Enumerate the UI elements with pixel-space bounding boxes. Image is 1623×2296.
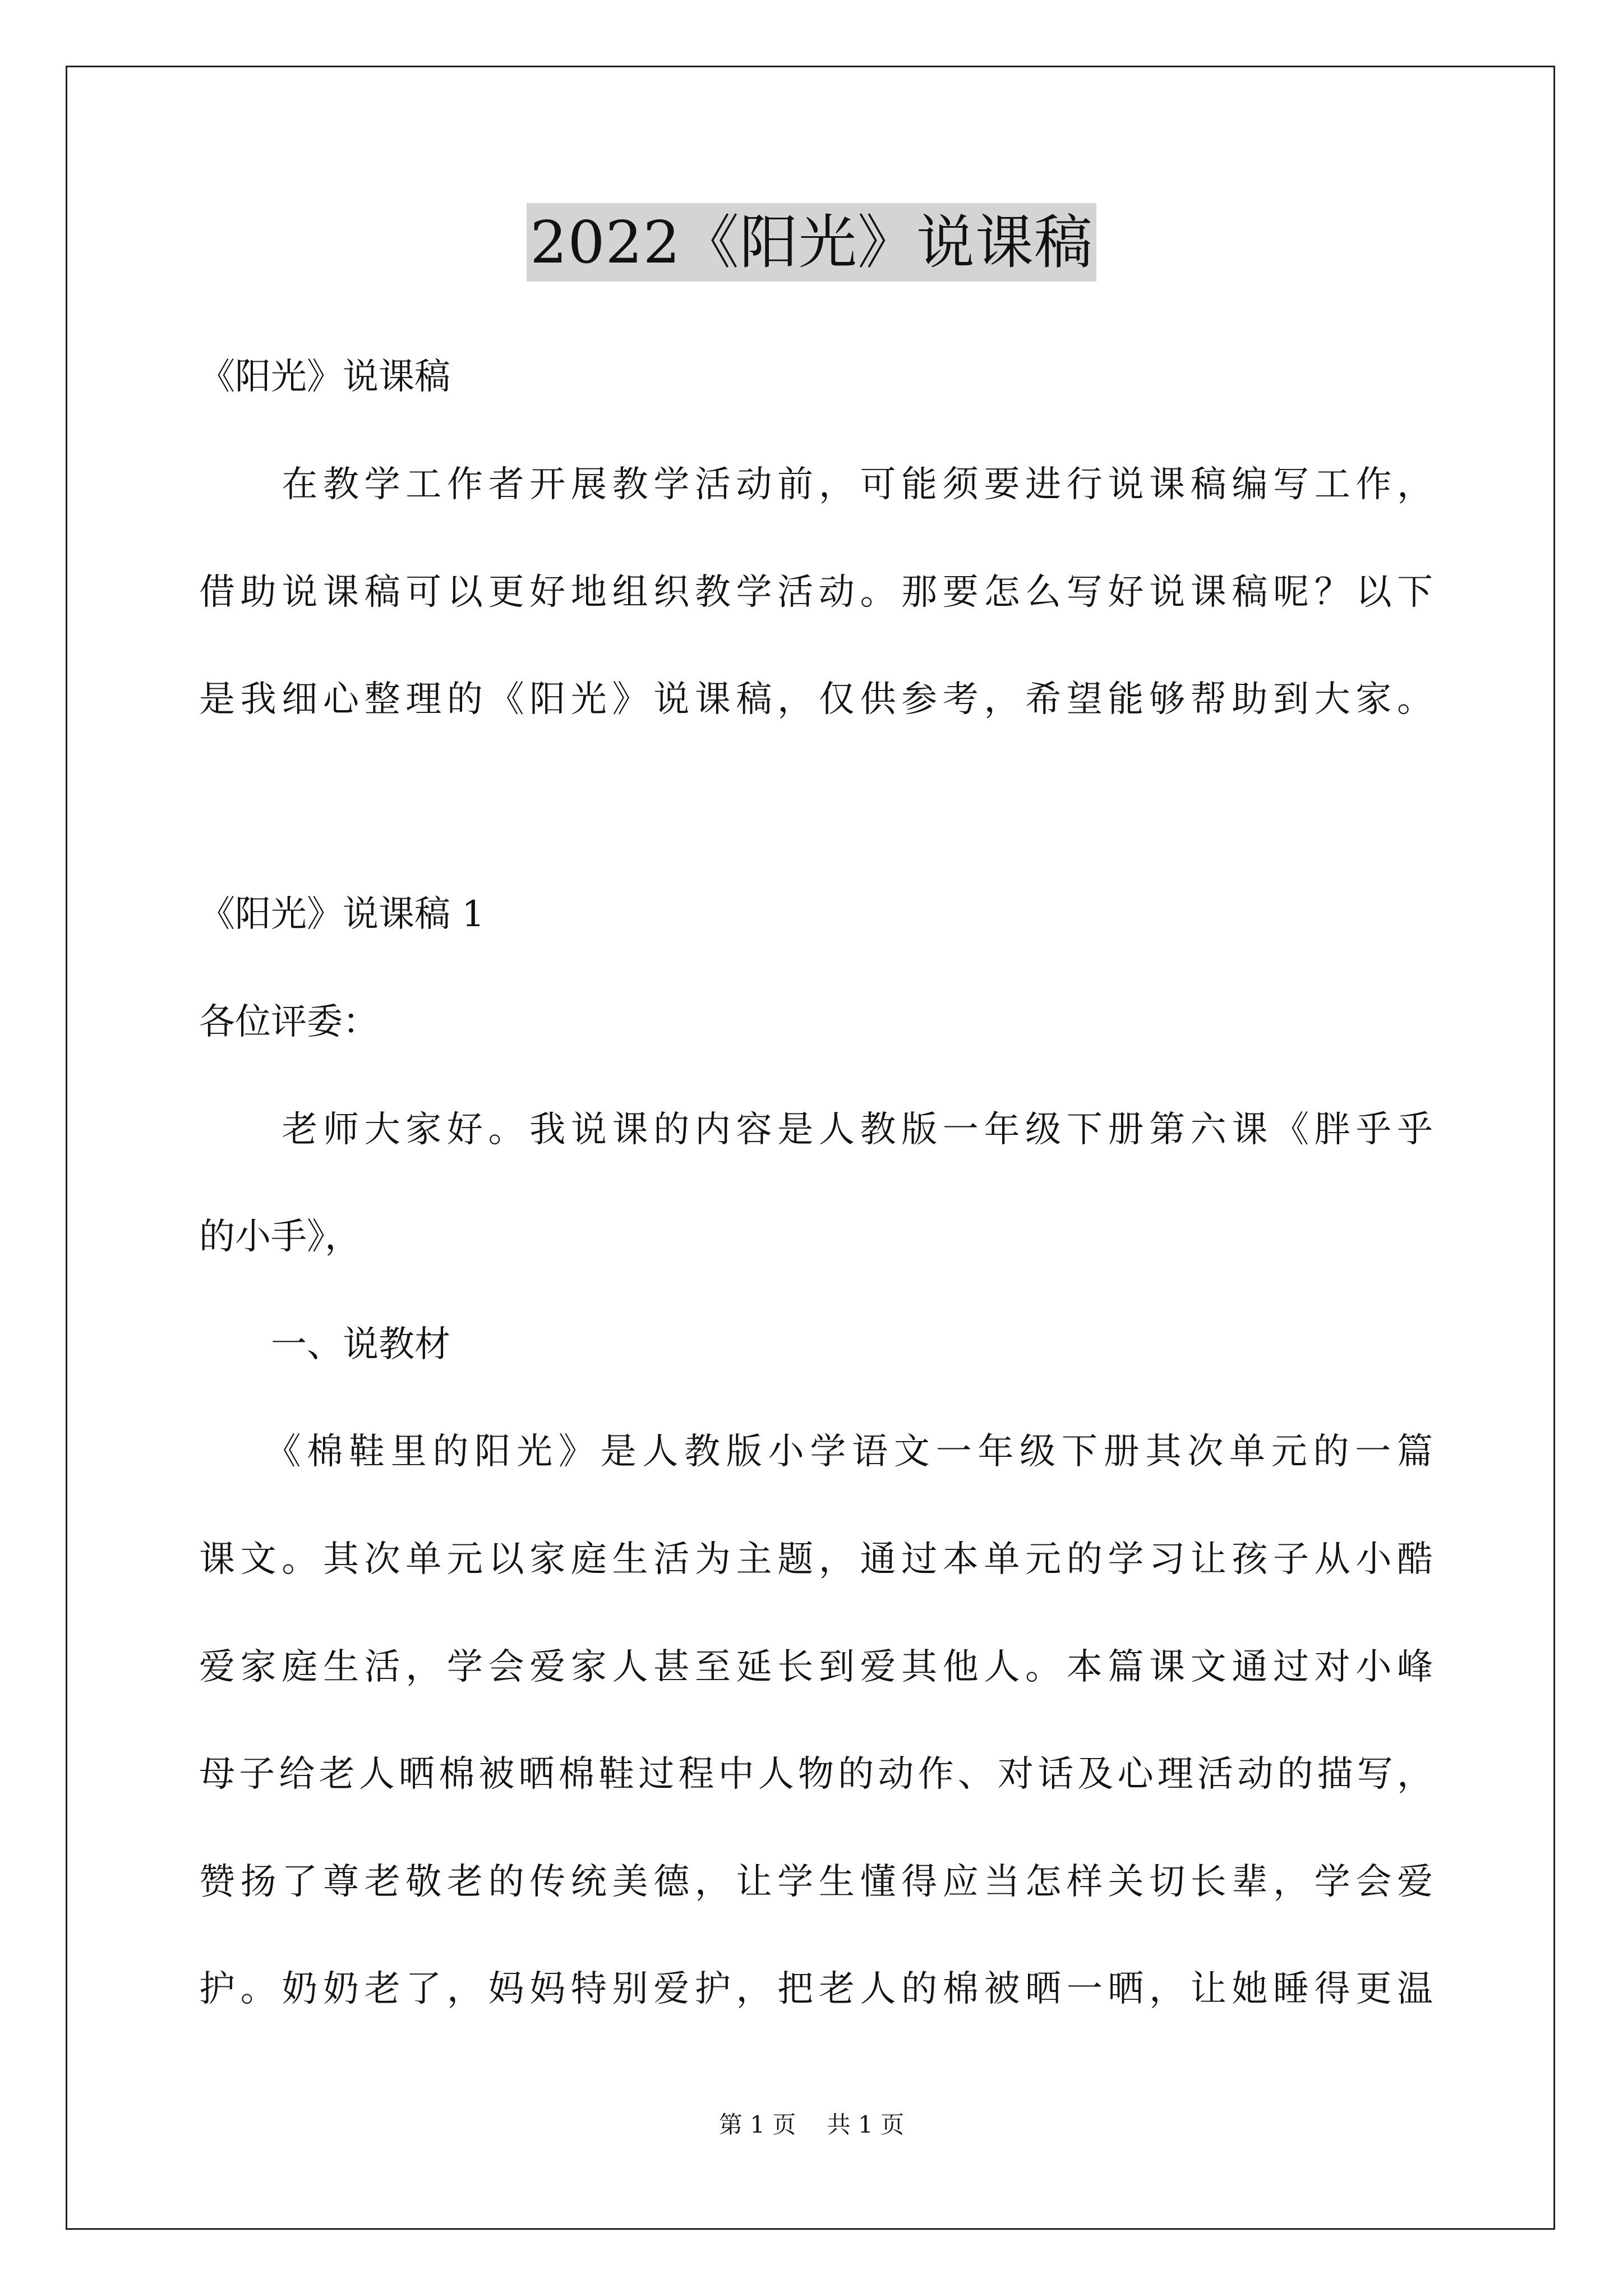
paragraph-line: 课文。其次单元以家庭生活为主题，通过本单元的学习让孩子从小酷 — [199, 1539, 1433, 1580]
section-heading: 《阳光》说课稿 1 — [199, 894, 485, 935]
paragraph-line: 爱家庭生活，学会爱家人甚至延长到爱其他人。本篇课文通过对小峰 — [199, 1646, 1433, 1688]
subtitle: 《阳光》说课稿 — [199, 356, 450, 398]
page-number-footer: 第 1 页 共 1 页 — [718, 2111, 905, 2138]
paragraph-line: 的小手》， — [199, 1216, 361, 1258]
paragraph-line: 借助说课稿可以更好地组织教学活动。那要怎么写好说课稿呢？以下 — [199, 572, 1433, 613]
paragraph-line: 《棉鞋里的阳光》是人教版小学语文一年级下册其次单元的一篇 — [199, 1431, 1433, 1473]
paragraph-line: 是我细心整理的《阳光》说课稿，仅供参考，希望能够帮助到大家。 — [199, 679, 1433, 720]
paragraph-line: 老师大家好。我说课的内容是人教版一年级下册第六课《胖乎乎 — [199, 1109, 1433, 1151]
title-container — [0, 203, 1623, 282]
paragraph-line: 母子给老人晒棉被晒棉鞋过程中人物的动作、对话及心理活动的描写， — [199, 1754, 1433, 1795]
subsection-heading: 一、说教材 — [199, 1324, 450, 1365]
document-title: 2022《阳光》说课稿 — [527, 203, 1096, 282]
paragraph-line: 在教学工作者开展教学活动前，可能须要进行说课稿编写工作， — [199, 464, 1433, 505]
paragraph-line: 护。奶奶老了，妈妈特别爱护，把老人的棉被晒一晒，让她睡得更温 — [199, 1968, 1433, 2010]
paragraph-line: 赞扬了尊老敬老的传统美德，让学生懂得应当怎样关切长辈，学会爱 — [199, 1861, 1433, 1903]
salutation: 各位评委： — [199, 1001, 379, 1043]
